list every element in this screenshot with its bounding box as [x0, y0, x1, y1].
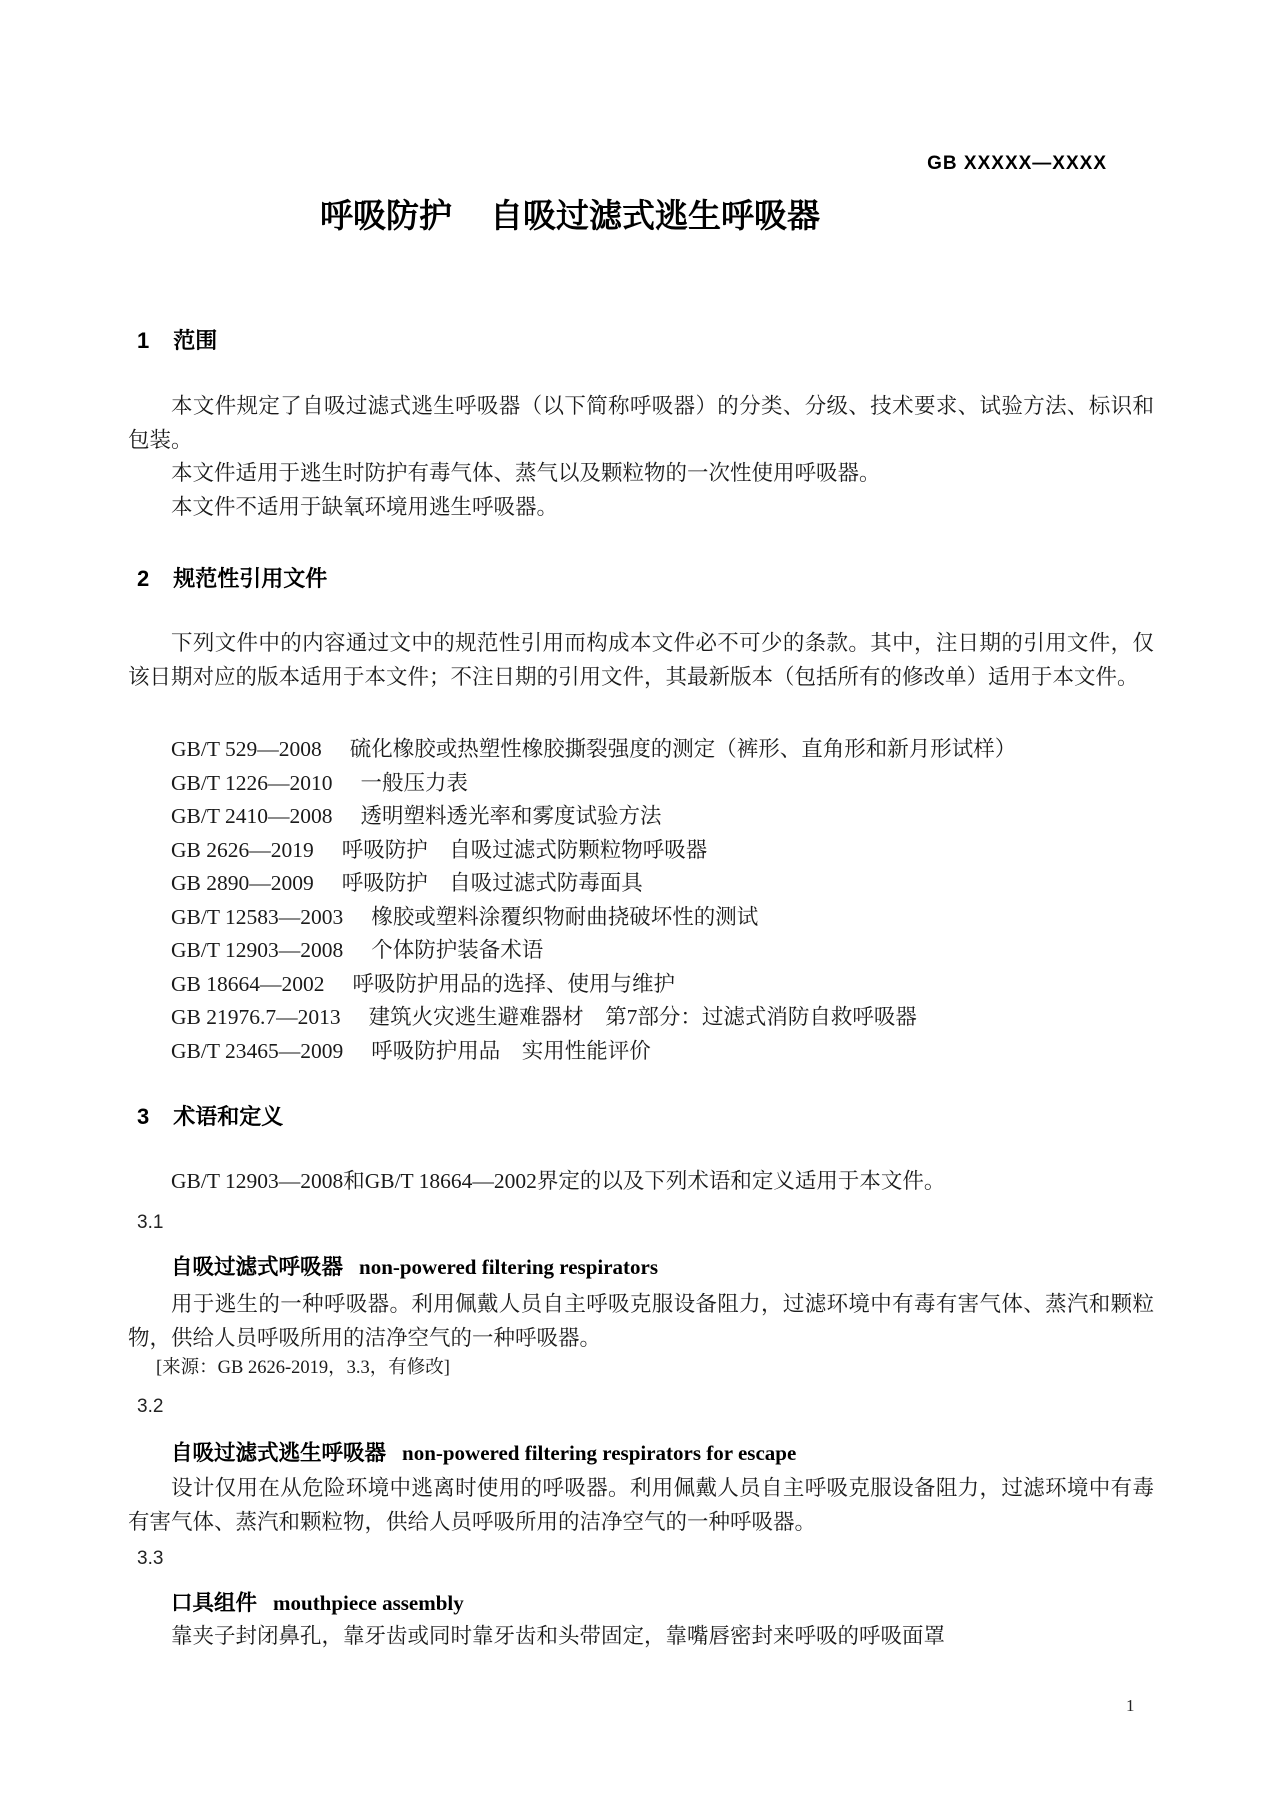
term-3-2-number: 3.2	[137, 1396, 164, 1417]
section-2-title: 规范性引用文件	[173, 566, 328, 591]
reference-title: 透明塑料透光率和雾度试验方法	[360, 804, 662, 828]
page-number: 1	[1126, 1696, 1135, 1715]
non-applicability-paragraph: 本文件不适用于缺氧环境用逃生呼吸器。	[171, 494, 559, 519]
reference-item	[128, 800, 1154, 834]
reference-code: GB 2626—2019	[171, 837, 314, 862]
section-1-title: 范围	[173, 328, 218, 353]
section-3-title: 术语和定义	[173, 1104, 284, 1129]
reference-item	[128, 767, 1154, 801]
normative-references-intro: 下列文件中的内容通过文中的规范性引用而构成本文件必不可少的条款。其中，注日期的引用文件，仅该日期对应的版本适用于本文件；不注日期的引用文件，其最新版本（包括所有的修改单）适用于本文件。	[128, 631, 1154, 689]
term-3-1-number: 3.1	[137, 1212, 164, 1233]
term-3-3-en: mouthpiece assembly	[273, 1591, 464, 1615]
reference-code: GB 18664—2002	[171, 971, 325, 996]
reference-title: 一般压力表	[360, 770, 468, 795]
reference-title: 呼吸防护 自吸过滤式防毒面具	[341, 871, 643, 895]
doc-number: GB XXXXX—XXXX	[927, 153, 1107, 174]
section-3-number: 3	[137, 1104, 150, 1129]
term-3-2-en: non-powered filtering respirators for escape	[402, 1441, 797, 1465]
section-2-intro	[128, 627, 1154, 694]
term-3-2-definition-text: 设计仅用在从危险环境中逃离时使用的呼吸器。利用佩戴人员自主呼吸克服设备阻力，过滤环境中有毒有害气体、蒸汽和颗粒物，供给人员呼吸所用的洁净空气的一种呼吸器。	[128, 1476, 1154, 1534]
title-part-1: 呼吸防护	[320, 197, 452, 234]
reference-title: 建筑火灾逃生避难器材 第7部分：过滤式消防自救呼吸器	[368, 1005, 917, 1029]
terms-intro-paragraph: GB/T 12903—2008和GB/T 18664—2002界定的以及下列术语和定义适用于本文件。	[171, 1169, 946, 1193]
reference-item	[128, 867, 1154, 901]
reference-code: GB/T 23465—2009	[171, 1038, 344, 1063]
reference-code: GB/T 529—2008	[171, 737, 322, 761]
term-3-1-definition-text: 用于逃生的一种呼吸器。利用佩戴人员自主呼吸克服设备阻力，过滤环境中有毒有害气体、蒸汽和颗粒物，供给人员呼吸所用的洁净空气的一种呼吸器。	[128, 1292, 1154, 1350]
reference-item	[128, 968, 1154, 1002]
term-3-3-name	[171, 1586, 464, 1617]
term-3-3-definition-text: 靠夹子封闭鼻孔，靠牙齿或同时靠牙齿和头带固定，靠嘴唇密封来呼吸的呼吸面罩	[171, 1624, 946, 1648]
section-1-body	[128, 390, 1154, 524]
reference-title: 橡胶或塑料涂覆织物耐曲挠破坏性的测试	[371, 904, 759, 929]
term-3-2-name	[171, 1436, 796, 1467]
reference-item	[128, 733, 1154, 767]
reference-list	[128, 733, 1154, 1068]
term-3-1-en: non-powered filtering respirators	[359, 1255, 659, 1279]
term-3-1-name	[171, 1250, 658, 1281]
section-2-number: 2	[137, 566, 150, 591]
scope-paragraph: 本文件规定了自吸过滤式逃生呼吸器（以下简称呼吸器）的分类、分级、技术要求、试验方法、标识和包装。	[128, 394, 1154, 452]
section-1-heading	[137, 324, 217, 355]
reference-title: 呼吸防护 自吸过滤式防颗粒物呼吸器	[341, 837, 708, 862]
section-3-heading	[137, 1100, 283, 1131]
section-2-heading	[137, 562, 327, 593]
reference-title: 呼吸防护用品 实用性能评价	[371, 1038, 651, 1063]
section-3-intro	[128, 1165, 1154, 1199]
term-3-3-number: 3.3	[137, 1548, 164, 1569]
term-3-2-definition	[128, 1472, 1154, 1539]
term-3-1-definition	[128, 1288, 1154, 1355]
section-1-number: 1	[137, 328, 150, 353]
term-3-3-definition	[128, 1620, 1154, 1654]
reference-code: GB/T 12583—2003	[171, 904, 344, 929]
reference-item	[128, 901, 1154, 935]
reference-code: GB 21976.7—2013	[171, 1005, 341, 1029]
document-title	[0, 190, 1140, 237]
reference-code: GB/T 12903—2008	[171, 938, 344, 962]
title-part-2: 自吸过滤式逃生呼吸器	[490, 197, 820, 234]
reference-code: GB/T 2410—2008	[171, 804, 333, 828]
applicability-paragraph: 本文件适用于逃生时防护有毒气体、蒸气以及颗粒物的一次性使用呼吸器。	[171, 461, 881, 485]
reference-item	[128, 1001, 1154, 1035]
reference-item	[128, 934, 1154, 968]
reference-title: 呼吸防护用品的选择、使用与维护	[352, 971, 676, 996]
reference-title: 硫化橡胶或热塑性橡胶撕裂强度的测定（裤形、直角形和新月形试样）	[349, 737, 1017, 761]
reference-title: 个体防护装备术语	[371, 938, 544, 962]
term-3-1-zh: 自吸过滤式呼吸器	[171, 1255, 344, 1279]
term-3-1-source: [来源：GB 2626-2019，3.3，有修改]	[156, 1358, 450, 1378]
reference-item	[128, 834, 1154, 868]
reference-item	[128, 1035, 1154, 1069]
term-3-3-zh: 口具组件	[171, 1591, 258, 1615]
reference-code: GB/T 1226—2010	[171, 770, 333, 795]
reference-code: GB 2890—2009	[171, 871, 314, 895]
term-3-2-zh: 自吸过滤式逃生呼吸器	[171, 1441, 387, 1465]
